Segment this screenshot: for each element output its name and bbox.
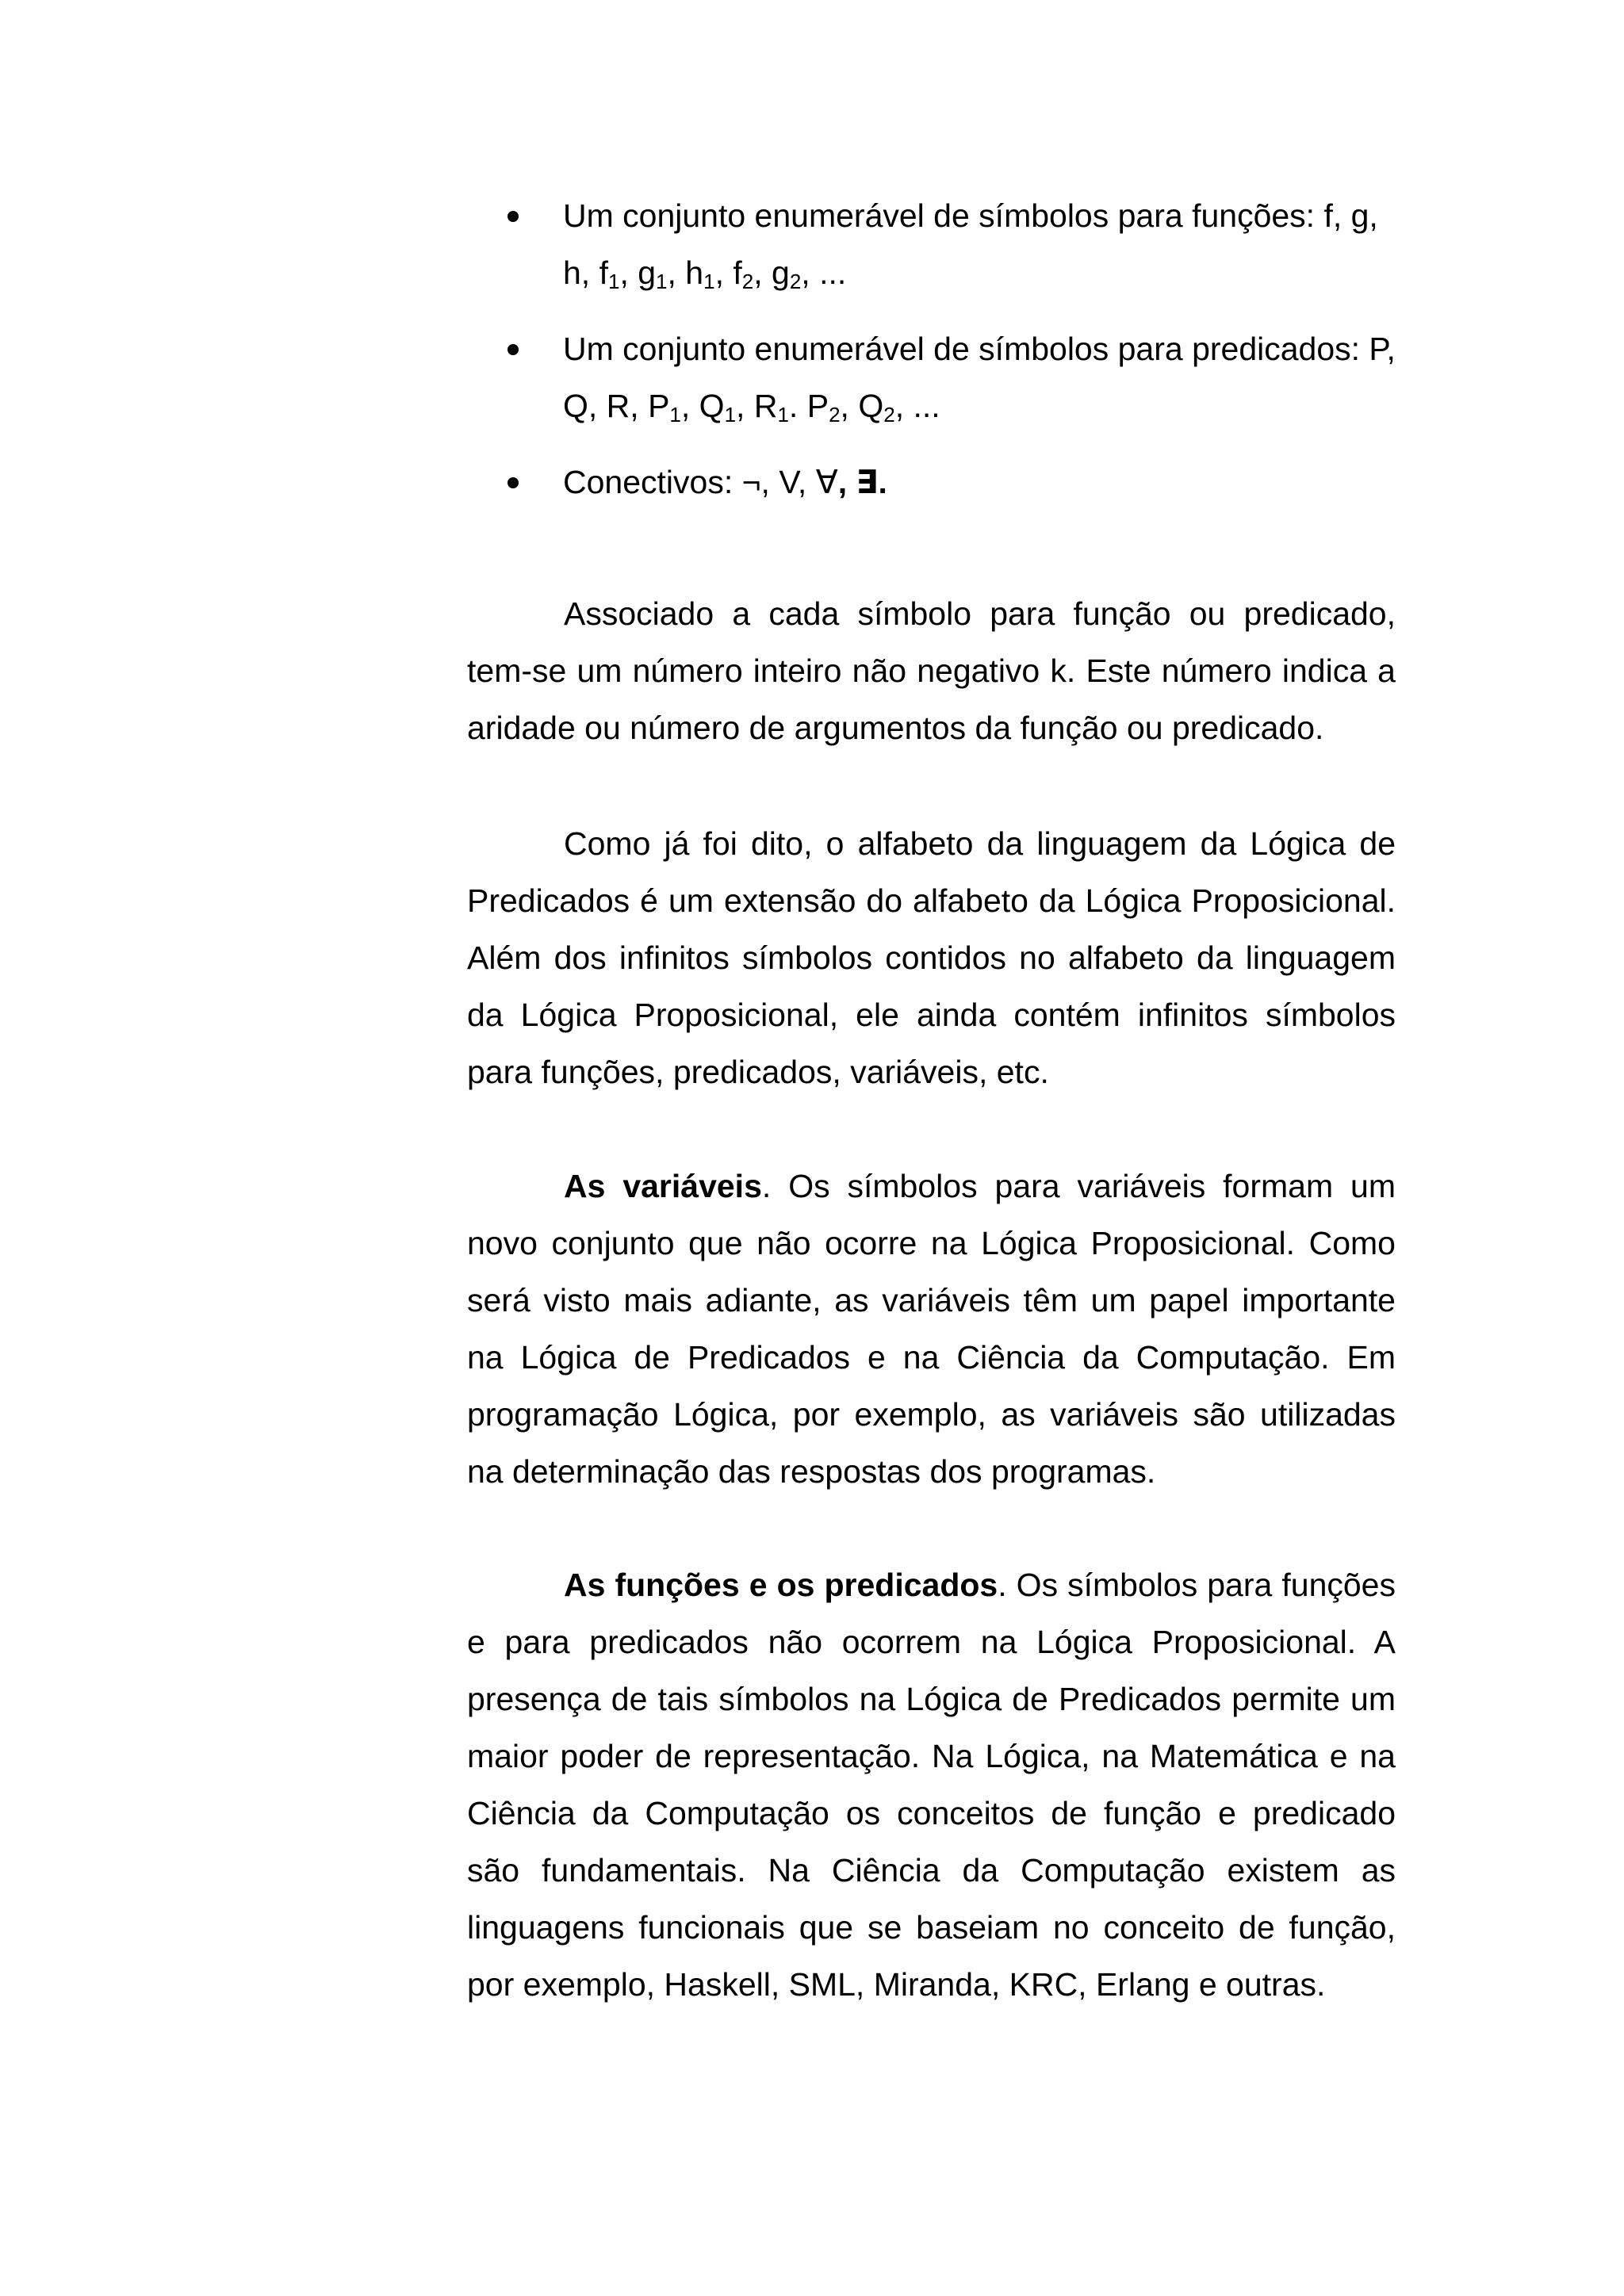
- list-item-predicate-symbols: [508, 320, 1419, 434]
- paragraph-body: . Os símbolos para funções e para predicados não ocorrem na Lógica Proposicional. A presença de tais símbolos na Lógica de Predicados permite um maior poder de representação. Na Lógica, na Matemática e na Ciência da Computação os conceitos de função e predicado são fundamentais. Na Ciência da Computação existem as linguagens funcionais que se baseiam no conceito de função, por exemplo, Haskell, SML, Miranda, KRC, Erlang e outras.: [467, 1567, 1396, 2003]
- list-item-continuation: Q, R, $P_1$, $Q_1$, $R_1$. $P_2$, $Q_2$, ...: [563, 388, 940, 427]
- paragraph-functions-predicates: [467, 1556, 1396, 2013]
- paragraph-variables: [467, 1158, 1396, 1500]
- connectives-bold-text: , ∃.: [837, 464, 887, 500]
- list-item-text: Um conjunto enumerável de símbolos para funções: f, g,: [563, 197, 1378, 234]
- alphabet-bullet-list: [508, 187, 1419, 511]
- connectives-text: Conectivos: ¬, V, ∀: [563, 464, 838, 500]
- paragraph-heading: As funções e os predicados: [564, 1567, 998, 1603]
- paragraph-body: . Os símbolos para variáveis formam um novo conjunto que não ocorre na Lógica Proposicional. Como será visto mais adiante, as variáveis têm um papel importante na Lógica de Predicados e na Ciência da Computação. Em programação Lógica, por exemplo, as variáveis são utilizadas na determinação das respostas dos programas.: [467, 1168, 1396, 1490]
- bullet-icon: [508, 477, 519, 488]
- list-item-text: Um conjunto enumerável de símbolos para predicados: P,: [563, 331, 1396, 367]
- list-item-function-symbols: [508, 187, 1419, 301]
- paragraph-heading: As variáveis: [564, 1168, 762, 1204]
- paragraph-arity: Associado a cada símbolo para função ou predicado, tem-se um número inteiro não negativo k. Este número indica a aridade ou número de argumentos da função ou predicado.: [467, 595, 1396, 746]
- bullet-icon: [508, 211, 519, 222]
- list-item-text: [563, 453, 1419, 511]
- list-item-continuation: h, $f_1$, $g_1$, $h_1$, $f_2$, $g_2$, ...: [563, 254, 847, 293]
- bullet-icon: [508, 344, 519, 355]
- paragraph-alphabet-extension: Como já foi dito, o alfabeto da linguagem da Lógica de Predicados é um extensão do alfabeto da Lógica Proposicional. Além dos infinitos símbolos contidos no alfabeto da linguagem da Lógica Proposicional, ele ainda contém infinitos símbolos para funções, predicados, variáveis, etc.: [467, 825, 1396, 1090]
- list-item-connectives: [508, 453, 1419, 511]
